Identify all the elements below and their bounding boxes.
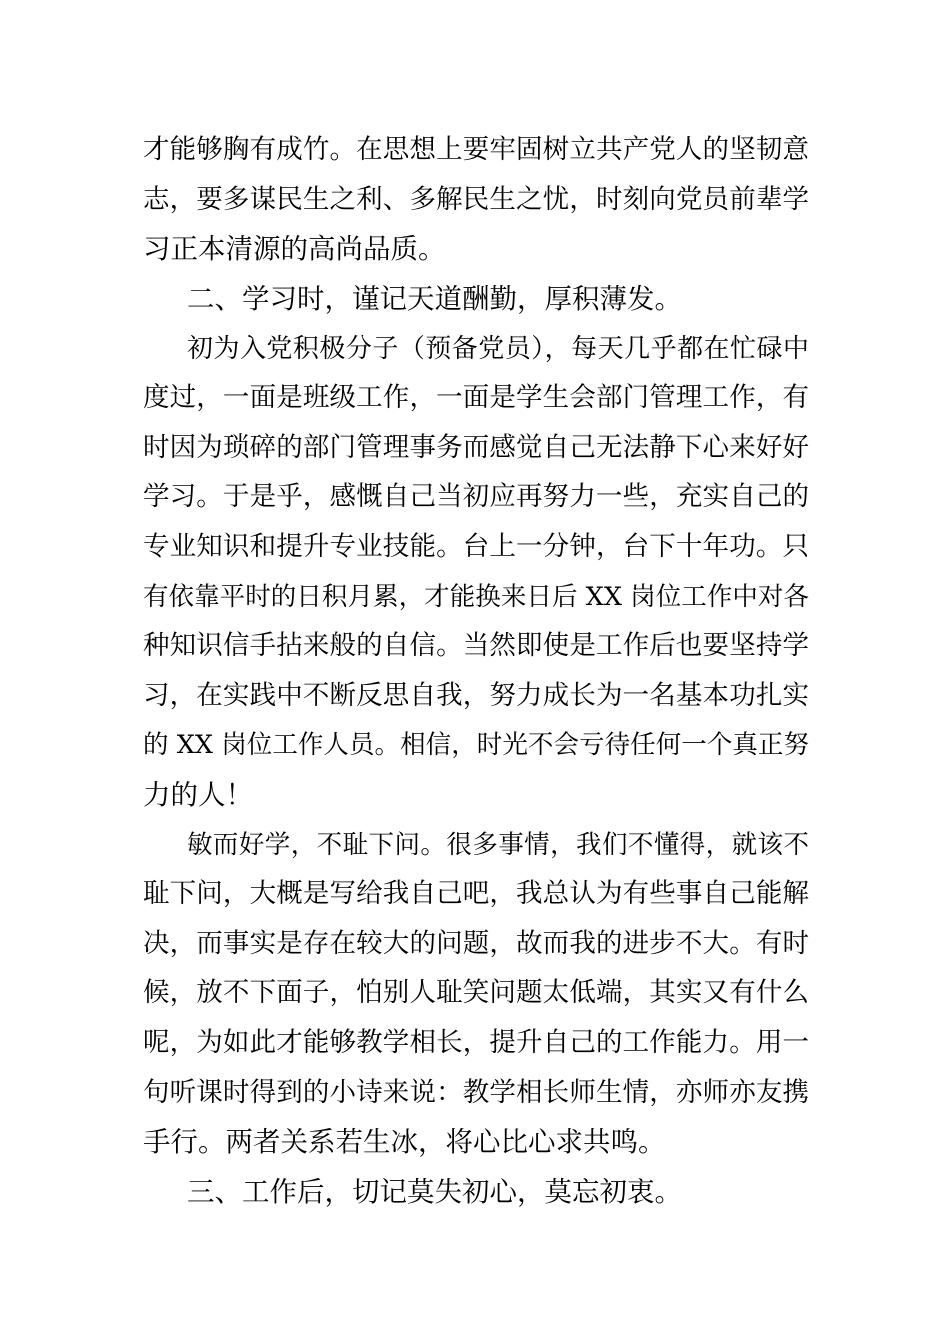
text-line-1: 才能够胸有成竹。在思想上要牢固树立共产党人的坚韧意 — [143, 134, 809, 165]
text-line-19: 呢，为如此才能够教学相长，提升自己的工作能力。用一 — [143, 1027, 809, 1058]
text-line-15: 敏而好学，不耻下问。很多事情，我们不懂得，就该不 — [187, 830, 809, 860]
text-line-16: 耻下问，大概是写给我自己吧，我总认为有些事自己能解 — [143, 878, 809, 909]
text-line-10: 有依靠平时的日积月累，才能换来日后 XX 岗位工作中对各 — [143, 582, 809, 612]
section-heading-2: 二、学习时，谨记天道酬勤，厚积薄发。 — [187, 283, 682, 315]
text-line-21: 手行。两者关系若生冰，将心比心求共鸣。 — [143, 1126, 666, 1158]
text-line-20: 句听课时得到的小诗来说：教学相长师生情，亦师亦友携 — [143, 1077, 809, 1108]
text-line-11: 种知识信手拈来般的自信。当然即使是工作后也要坚持学 — [143, 630, 809, 661]
text-line-7: 时因为琐碎的部门管理事务而感觉自己无法静下心来好好 — [143, 432, 809, 463]
text-line-3: 习正本清源的高尚品质。 — [143, 233, 446, 265]
text-line-12: 习，在实践中不断反思自我，努力成长为一名基本功扎实 — [143, 680, 809, 711]
text-line-2: 志，要多谋民生之利、多解民生之忧，时刻向党员前辈学 — [143, 184, 809, 215]
text-line-6: 度过，一面是班级工作，一面是学生会部门管理工作，有 — [143, 382, 809, 413]
section-heading-3: 三、工作后，切记莫失初心，莫忘初衷。 — [187, 1176, 682, 1208]
text-line-5: 初为入党积极分子（预备党员），每天几乎都在忙碌中 — [187, 334, 809, 364]
text-line-8: 学习。于是乎，感慨自己当初应再努力一些，充实自己的 — [143, 481, 809, 512]
text-line-9: 专业知识和提升专业技能。台上一分钟，台下十年功。只 — [143, 531, 809, 562]
text-line-17: 决，而事实是存在较大的问题，故而我的进步不大。有时 — [143, 928, 809, 959]
text-line-13: 的 XX 岗位工作人员。相信，时光不会亏待任何一个真正努 — [143, 730, 809, 760]
text-line-14: 力的人！ — [143, 779, 253, 811]
text-line-18: 候，放不下面子，怕别人耻笑问题太低端，其实又有什么 — [143, 977, 809, 1008]
